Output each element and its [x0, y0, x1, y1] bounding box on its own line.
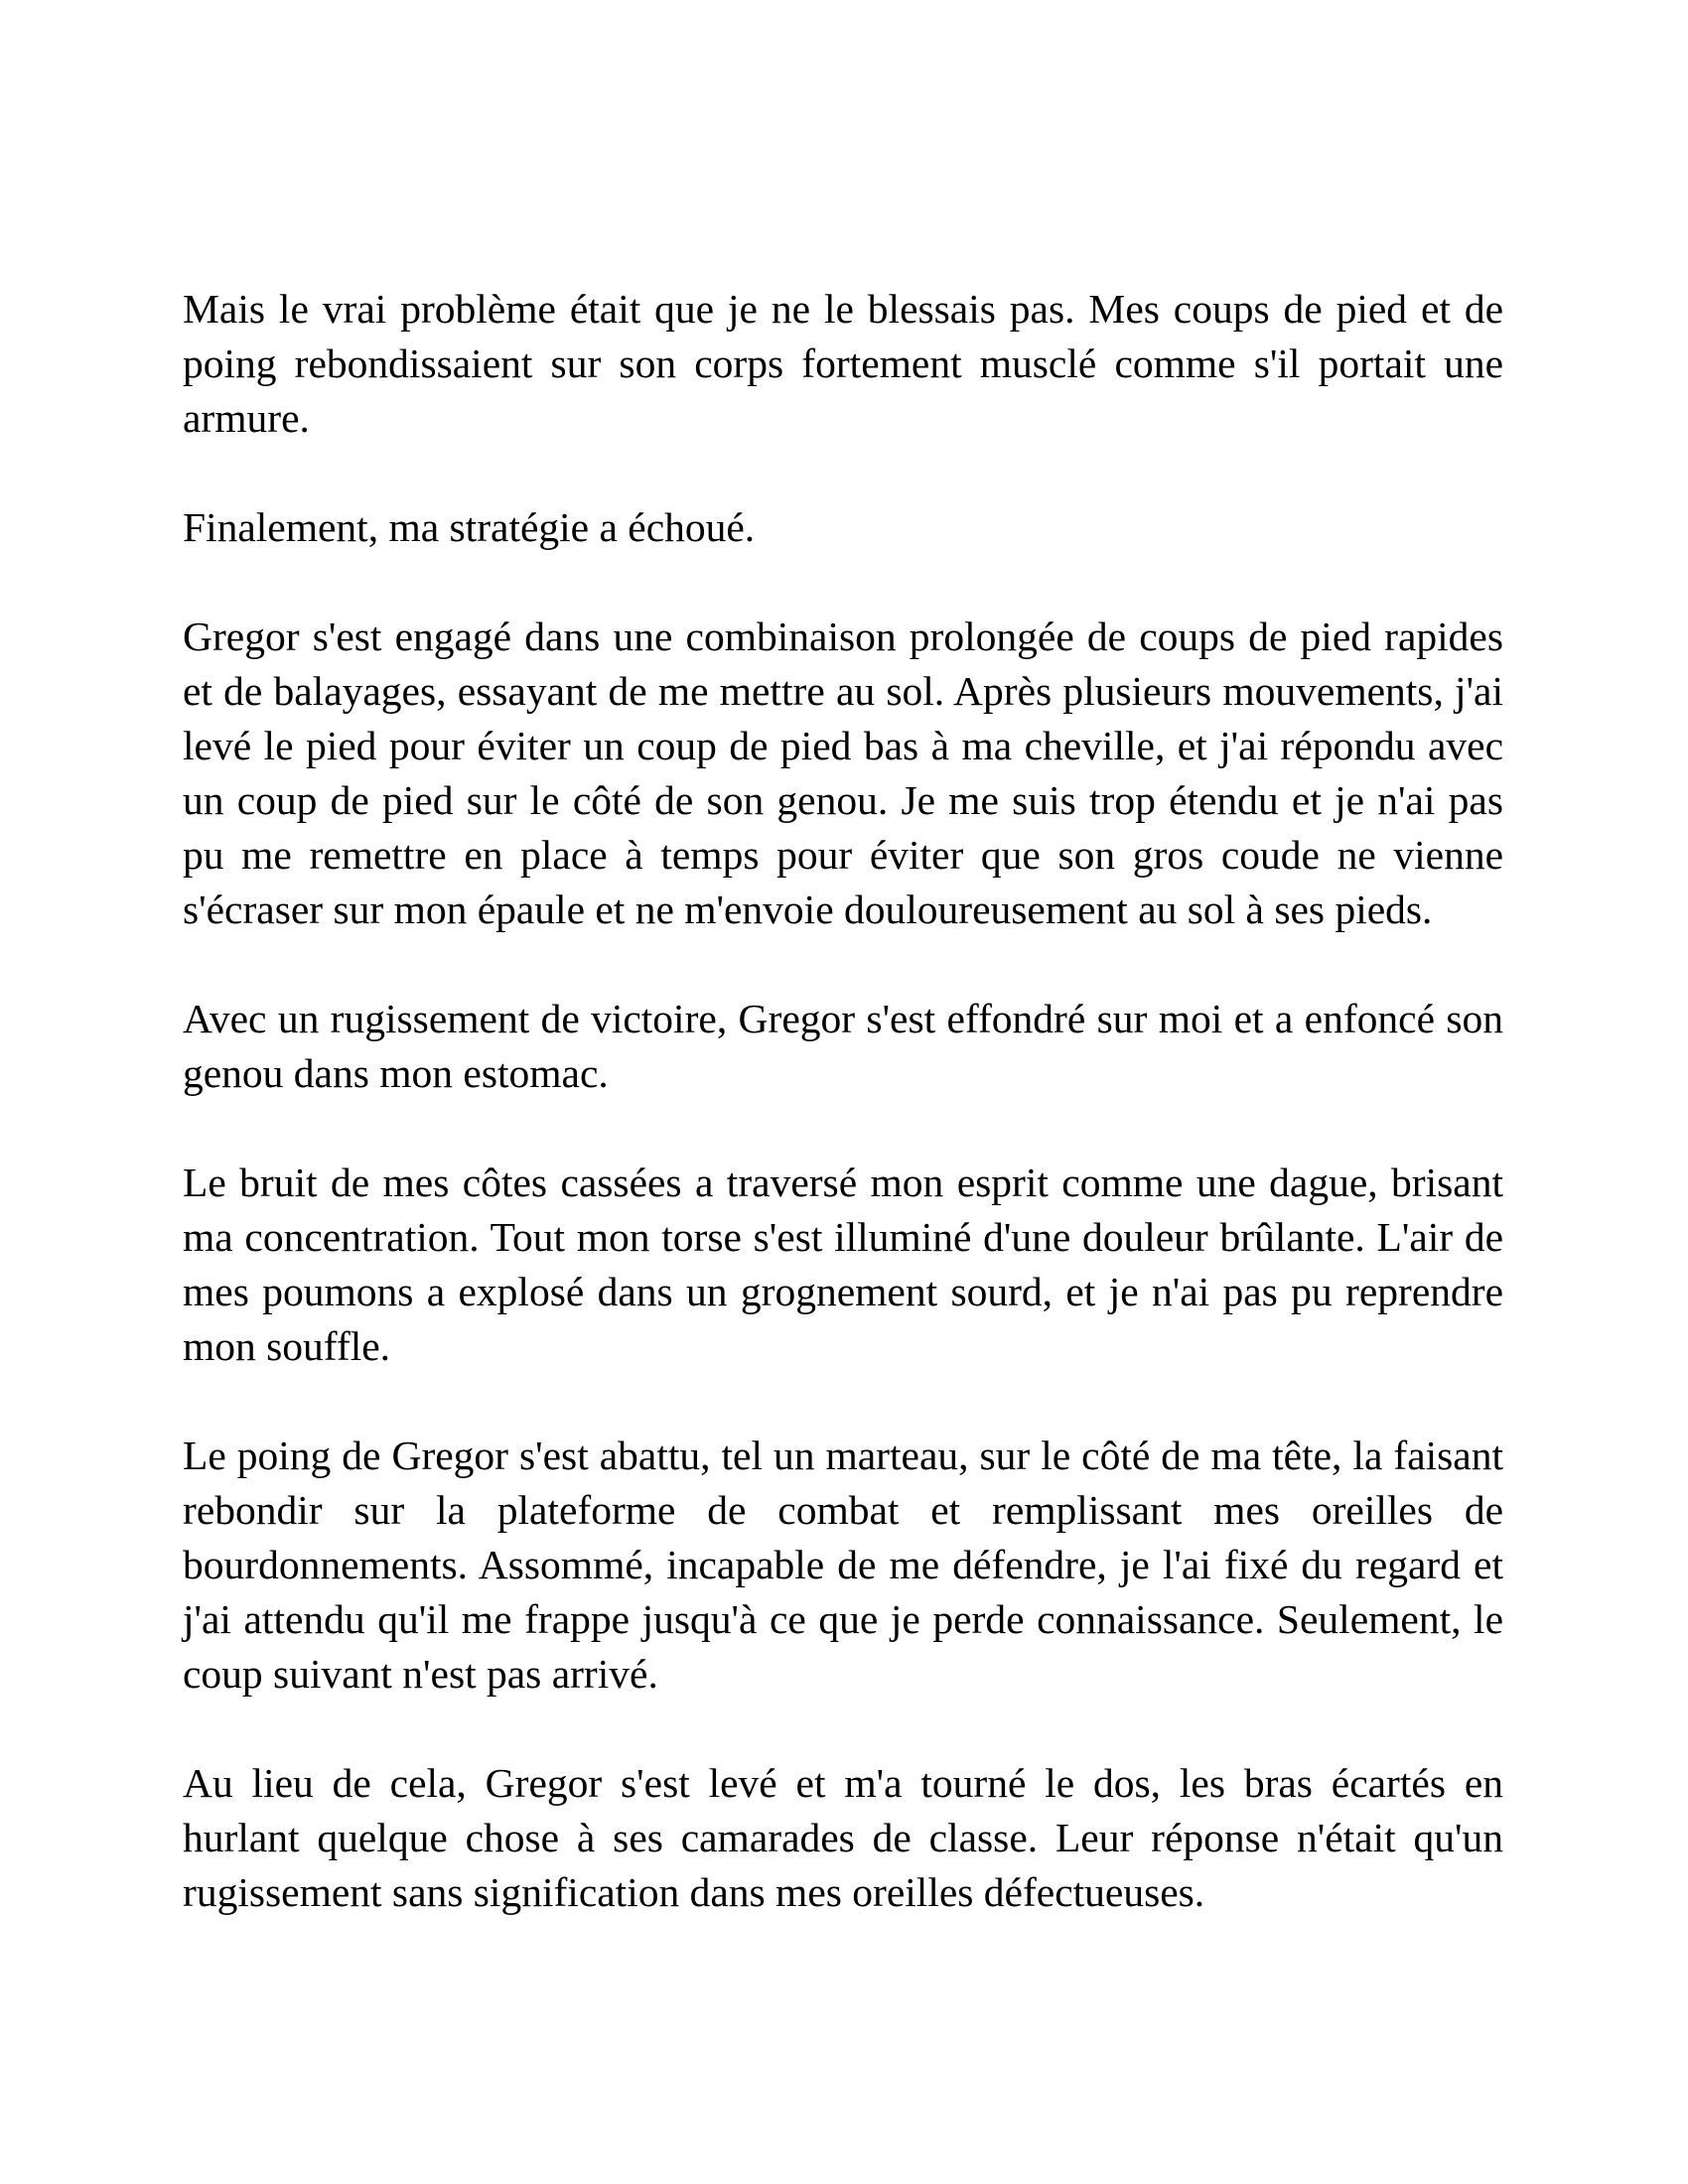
- paragraph: Le bruit de mes côtes cassées a traversé mon esprit comme une dague, brisant ma concentration. Tout mon torse s'est illuminé d'une douleur brûlante. L'air de mes poumons a explosé dans un grognement sourd, et je n'ai pas pu reprendre mon souffle.: [183, 1160, 1503, 1369]
- paragraph: Avec un rugissement de victoire, Gregor s'est effondré sur moi et a enfoncé son genou dans mon estomac.: [183, 996, 1503, 1096]
- paragraph: Le poing de Gregor s'est abattu, tel un marteau, sur le côté de ma tête, la faisant rebondir sur la plateforme de combat et remplissant mes oreilles de bourdonnements. Assommé, incapable de me défendre, je l'ai fixé du regard et j'ai attendu qu'il me frappe jusqu'à ce que je perde connaissance. Seulement, le coup suivant n'est pas arrivé.: [183, 1433, 1503, 1697]
- paragraph: Au lieu de cela, Gregor s'est levé et m'a tourné le dos, les bras écartés en hurlant quelque chose à ses camarades de classe. Leur réponse n'était qu'un rugissement sans signification dans mes oreilles défectueuses.: [183, 1760, 1503, 1915]
- paragraph: Mais le vrai problème était que je ne le blessais pas. Mes coups de pied et de poing rebondissaient sur son corps fortement musclé comme s'il portait une armure.: [183, 286, 1503, 441]
- document-body: [183, 282, 1503, 1920]
- paragraph: Gregor s'est engagé dans une combinaison prolongée de coups de pied rapides et de balayages, essayant de me mettre au sol. Après plusieurs mouvements, j'ai levé le pied pour éviter un coup de pied bas à ma cheville, et j'ai répondu avec un coup de pied sur le côté de son genou. Je me suis trop étendu et je n'ai pas pu me remettre en place à temps pour éviter que son gros coude ne vienne s'écraser sur mon épaule et ne m'envoie douloureusement au sol à ses pieds.: [183, 614, 1503, 932]
- paragraph: Finalement, ma stratégie a échoué.: [183, 504, 756, 550]
